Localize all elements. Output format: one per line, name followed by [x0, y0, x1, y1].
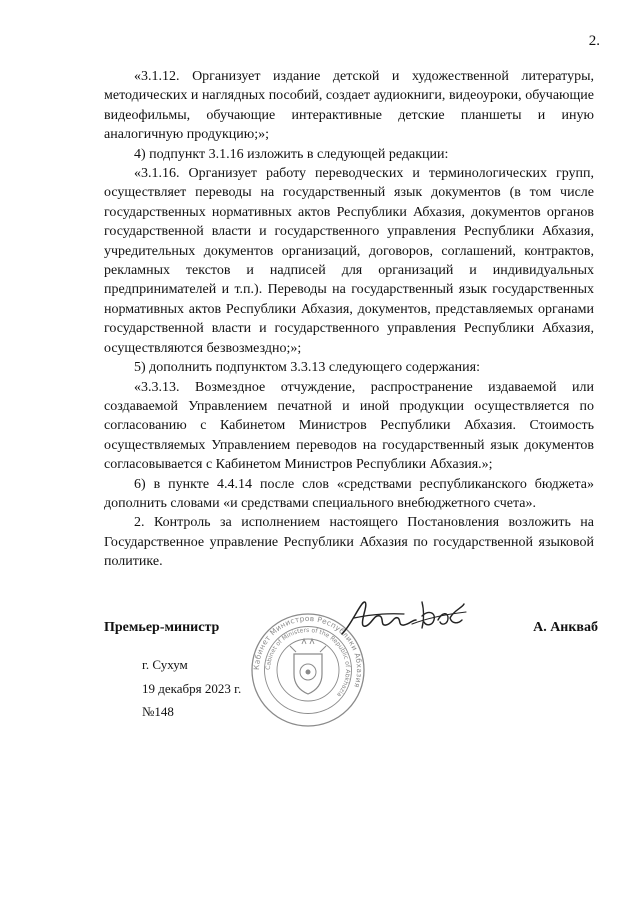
- issue-number: №148: [142, 704, 174, 719]
- paragraph-3-3-13: «3.3.13. Возмездное отчуждение, распространение издаваемой или создаваемой Управлением печатной и иной продукции осуществляется по согласованию с Кабинетом Министров Республики Абхазия. Стоимость осуществляемых Управлением переводов на государственный язык документов согласовывается с Кабинетом Министров Республики Абхазия.»;: [104, 379, 594, 473]
- paragraph-control-clause: 2. Контроль за исполнением настоящего Постановления возложить на Государственное управление Республики Абхазия по государственной языковой политике.: [104, 515, 594, 570]
- seal-inner-text: Cabinet of Ministers of the Republic of Abkhazia: [264, 626, 352, 699]
- page-number: 2.: [588, 33, 600, 49]
- issue-info: [142, 653, 241, 724]
- paragraph-3-1-16: «3.1.16. Организует работу переводческих и терминологических групп, осуществляет переводы на государственный язык документов (в том числе государственных нормативных актов Республики Абхазия, документов органов государственной власти и государственного управления Республики Абхазия, учредительных документов организаций, договоров, соглашений, контрактов, рекламных текстов и надписей для организаций и индивидуальных предпринимателей и т.п.). Переводы на государственный язык государственных нормативных актов Республики Абхазия, документов, представляемых органами государственной власти и государственного управления Республики Абхазия, осуществляются безвозмездно;»;: [104, 166, 594, 356]
- signatory-name: А. Анкваб: [533, 620, 598, 635]
- paragraph-item-4: 4) подпункт 3.1.16 изложить в следующей редакции:: [134, 146, 449, 162]
- paragraph-item-5: 5) дополнить подпунктом 3.3.13 следующего содержания:: [134, 360, 480, 376]
- signatory-position: Премьер-министр: [104, 620, 220, 635]
- paragraph-3-1-12: «3.1.12. Организует издание детской и художественной литературы, методических и наглядных пособий, создает аудиокниги, видеоуроки, обучающие видеофильмы, обучающие интерактивные детские планшеты и иную аналогичную продукцию;»;: [104, 69, 594, 143]
- document-body: [104, 67, 594, 572]
- issue-place: г. Сухум: [142, 657, 188, 672]
- handwritten-signature-icon: [338, 598, 468, 640]
- issue-date: 19 декабря 2023 г.: [142, 680, 242, 696]
- seal-outer-text: Кабинет Министров Республики Абхазия: [251, 613, 365, 690]
- paragraph-item-6: 6) в пункте 4.4.14 после слов «средствами республиканского бюджета» дополнить словами «и средствами специального внебюджетного счета».: [104, 476, 594, 511]
